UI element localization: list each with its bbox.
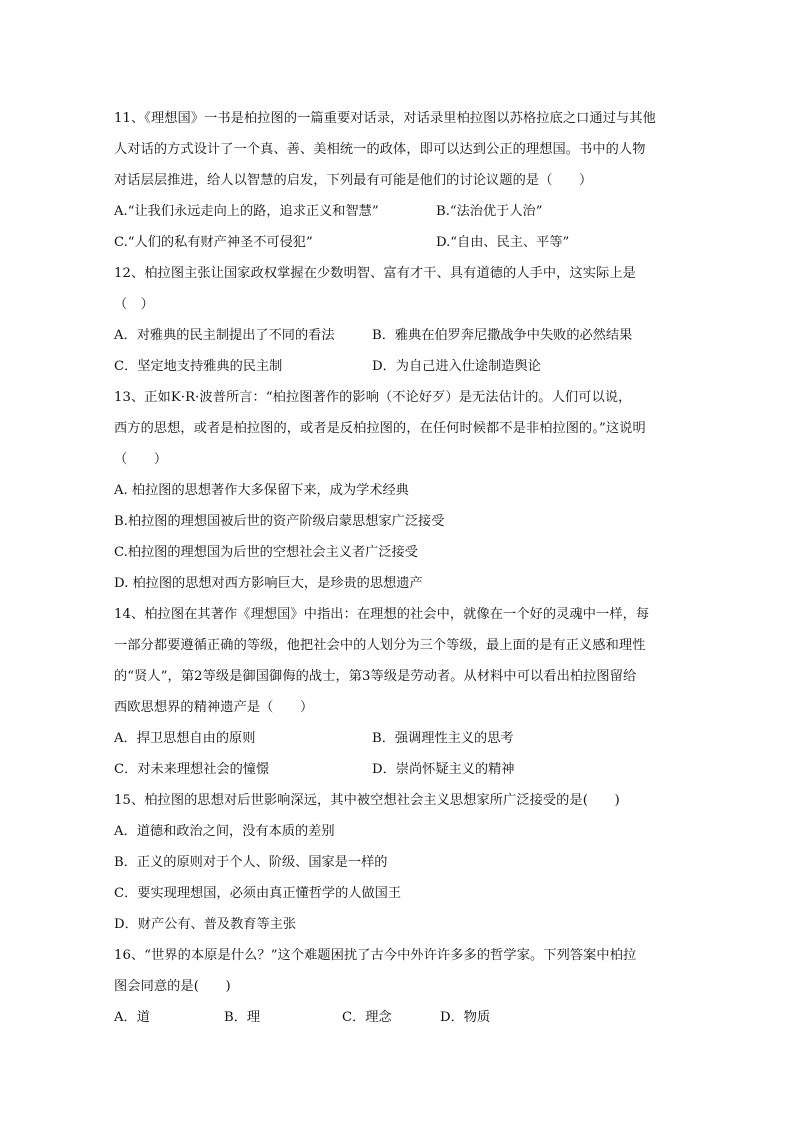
question-text-line: 西欧思想界的精神遗产是（ ）: [114, 700, 314, 715]
question-text-line: 16、“世界的本原是什么？”这个难题困扰了古今中外许许多多的哲学家。下列答案中柏拉: [114, 948, 637, 963]
question-text-line: 对话层层推进，给人以智慧的启发，下列最有可能是他们的讨论议题的是（ ）: [114, 173, 593, 188]
option-b: B.柏拉图的理想国被后世的资产阶级启蒙思想家广泛接受: [114, 514, 445, 529]
question-text-line: 的“贤人”，第2等级是御国御侮的战士，第3等级是劳动者。从材料中可以看出柏拉图留给: [114, 669, 637, 684]
question-text-line: （ ）: [114, 297, 154, 312]
option-a: A.“让我们永远走向上的路，追求正义和智慧”: [114, 204, 379, 219]
option-a: A. 柏拉图的思想著作大多保留下来，成为学术经典: [114, 483, 409, 498]
question-text-line: 一部分都要遵循正确的等级，他把社会中的人划分为三个等级，最上面的是有正义感和理性: [114, 638, 646, 653]
question-text-line: 13、正如K·R·波普所言：“柏拉图著作的影响（不论好歹）是无法估计的。人们可以说，: [114, 390, 632, 405]
question-text-line: 15、柏拉图的思想对后世影响深远，其中被空想社会主义思想家所广泛接受的是( ): [114, 793, 620, 808]
option-b: B．理: [224, 1010, 261, 1025]
option-a: A．道德和政治之间，没有本质的差别: [114, 824, 335, 839]
option-d: D.“自由、民主、平等”: [436, 235, 570, 250]
option-b: B.“法治优于人治”: [436, 204, 543, 219]
option-d: D．为自己进入仕途制造舆论: [372, 359, 541, 374]
option-c: C．对未来理想社会的憧憬: [114, 762, 270, 777]
question-text-line: 西方的思想，或者是柏拉图的，或者是反柏拉图的，在任何时候都不是非柏拉图的。”这说明: [114, 421, 646, 436]
question-text-line: 14、柏拉图在其著作《理想国》中指出：在理想的社会中，就像在一个好的灵魂中一样，每: [114, 607, 650, 622]
option-b: B．强调理性主义的思考: [372, 731, 514, 746]
question-text-line: 图会同意的是( ): [114, 979, 231, 994]
option-c: C.“人们的私有财产神圣不可侵犯”: [114, 235, 313, 250]
option-b: B．雅典在伯罗奔尼撒战争中失败的必然结果: [372, 328, 633, 343]
option-a: A．道: [114, 1010, 150, 1025]
question-text-line: 人对话的方式设计了一个真、善、美相统一的政体，即可以达到公正的理想国。书中的人物: [114, 142, 646, 157]
option-d: D．物质: [440, 1010, 491, 1025]
question-text-line: 11、《理想国》一书是柏拉图的一篇重要对话录，对话录里柏拉图以苏格拉底之口通过与其他: [114, 111, 656, 126]
option-a: A．捍卫思想自由的原则: [114, 731, 256, 746]
option-c: C．要实现理想国，必须由真正懂哲学的人做国王: [114, 886, 402, 901]
option-a: A．对雅典的民主制提出了不同的看法: [114, 328, 335, 343]
option-c: C.柏拉图的理想国为后世的空想社会主义者广泛接受: [114, 545, 418, 560]
option-b: B．正义的原则对于个人、阶级、国家是一样的: [114, 855, 388, 870]
option-d: D．财产公有、普及教育等主张: [114, 917, 297, 932]
option-d: D．崇尚怀疑主义的精神: [372, 762, 515, 777]
question-text-line: （ ）: [114, 452, 168, 467]
option-c: C．理念: [342, 1010, 392, 1025]
option-c: C．坚定地支持雅典的民主制: [114, 359, 283, 374]
question-text-line: 12、柏拉图主张让国家政权掌握在少数明智、富有才干、具有道德的人手中，这实际上是: [114, 266, 636, 281]
option-d: D. 柏拉图的思想对西方影响巨大，是珍贵的思想遗产: [114, 576, 423, 591]
